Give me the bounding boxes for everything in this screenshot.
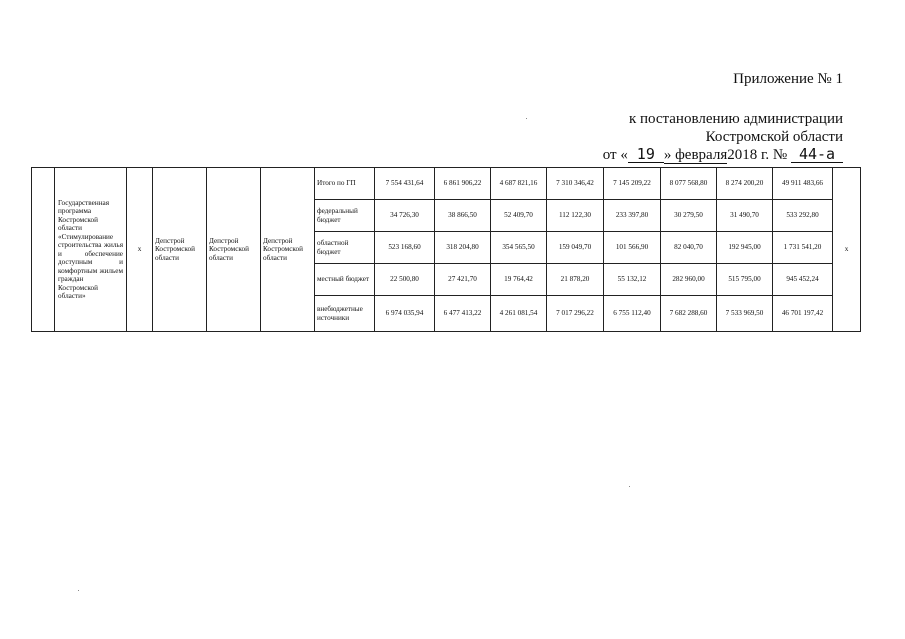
date-prefix: от « <box>602 147 628 163</box>
total-cell: 533 292,80 <box>773 200 833 232</box>
value-cell: 4 687 821,16 <box>491 168 547 200</box>
value-cell: 282 960,00 <box>661 264 717 296</box>
value-cell: 7 017 296,22 <box>547 296 604 332</box>
row-label: Итого по ГП <box>315 168 375 200</box>
end-marker-cell: х <box>833 168 861 332</box>
value-cell: 82 040,70 <box>661 232 717 264</box>
value-cell: 27 421,70 <box>435 264 491 296</box>
scan-speck <box>629 486 630 487</box>
responsible-cell: Депстрой Костромской области <box>153 168 207 332</box>
value-cell: 112 122,30 <box>547 200 604 232</box>
value-cell: 7 533 969,50 <box>717 296 773 332</box>
marker-cell: х <box>127 168 153 332</box>
value-cell: 30 279,50 <box>661 200 717 232</box>
value-cell: 233 397,80 <box>604 200 661 232</box>
value-cell: 7 682 288,60 <box>661 296 717 332</box>
value-cell: 6 974 035,94 <box>375 296 435 332</box>
value-cell: 354 565,50 <box>491 232 547 264</box>
executor-cell: Депстрой Костромской области <box>207 168 261 332</box>
resolution-year: 2018 г. № <box>727 147 788 163</box>
value-cell: 6 861 906,22 <box>435 168 491 200</box>
row-label: федеральный бюджет <box>315 200 375 232</box>
value-cell: 523 168,60 <box>375 232 435 264</box>
value-cell: 6 477 413,22 <box>435 296 491 332</box>
resolution-month: » февраля <box>663 147 728 163</box>
value-cell: 8 077 568,80 <box>661 168 717 200</box>
resolution-number: 44-а <box>791 147 843 163</box>
funding-table <box>31 167 861 332</box>
value-cell: 7 145 209,22 <box>604 168 661 200</box>
scan-speck <box>526 118 527 119</box>
resolution-line: к постановлению администрации <box>628 111 843 127</box>
value-cell: 21 878,20 <box>547 264 604 296</box>
total-cell: 1 731 541,20 <box>773 232 833 264</box>
value-cell: 515 795,00 <box>717 264 773 296</box>
participant-cell: Депстрой Костромской области <box>261 168 315 332</box>
table-row <box>32 168 861 200</box>
value-cell: 159 049,70 <box>547 232 604 264</box>
row-label: внебюджетные источники <box>315 296 375 332</box>
value-cell: 4 261 081,54 <box>491 296 547 332</box>
empty-cell <box>32 168 55 332</box>
value-cell: 34 726,30 <box>375 200 435 232</box>
row-label: местный бюджет <box>315 264 375 296</box>
value-cell: 6 755 112,40 <box>604 296 661 332</box>
value-cell: 31 490,70 <box>717 200 773 232</box>
resolution-date-line <box>603 146 843 165</box>
value-cell: 55 132,12 <box>604 264 661 296</box>
value-cell: 22 500,80 <box>375 264 435 296</box>
value-cell: 19 764,42 <box>491 264 547 296</box>
value-cell: 8 274 200,20 <box>717 168 773 200</box>
resolution-day: 19 <box>628 147 664 163</box>
total-cell: 49 911 483,66 <box>773 168 833 200</box>
value-cell: 7 554 431,64 <box>375 168 435 200</box>
scan-speck <box>78 590 79 591</box>
value-cell: 38 866,50 <box>435 200 491 232</box>
appendix-title: Приложение № 1 <box>733 71 843 87</box>
region-line: Костромской области <box>705 129 843 145</box>
value-cell: 101 566,90 <box>604 232 661 264</box>
total-cell: 945 452,24 <box>773 264 833 296</box>
value-cell: 318 204,80 <box>435 232 491 264</box>
value-cell: 7 310 346,42 <box>547 168 604 200</box>
total-cell: 46 701 197,42 <box>773 296 833 332</box>
row-label: областной бюджет <box>315 232 375 264</box>
program-name: Государственная программа Костромской области «Стимулирование строительства жилья и обеспечение доступным и комфортным жильем граждан Костромской области» <box>55 168 127 332</box>
value-cell: 52 409,70 <box>491 200 547 232</box>
value-cell: 192 945,00 <box>717 232 773 264</box>
